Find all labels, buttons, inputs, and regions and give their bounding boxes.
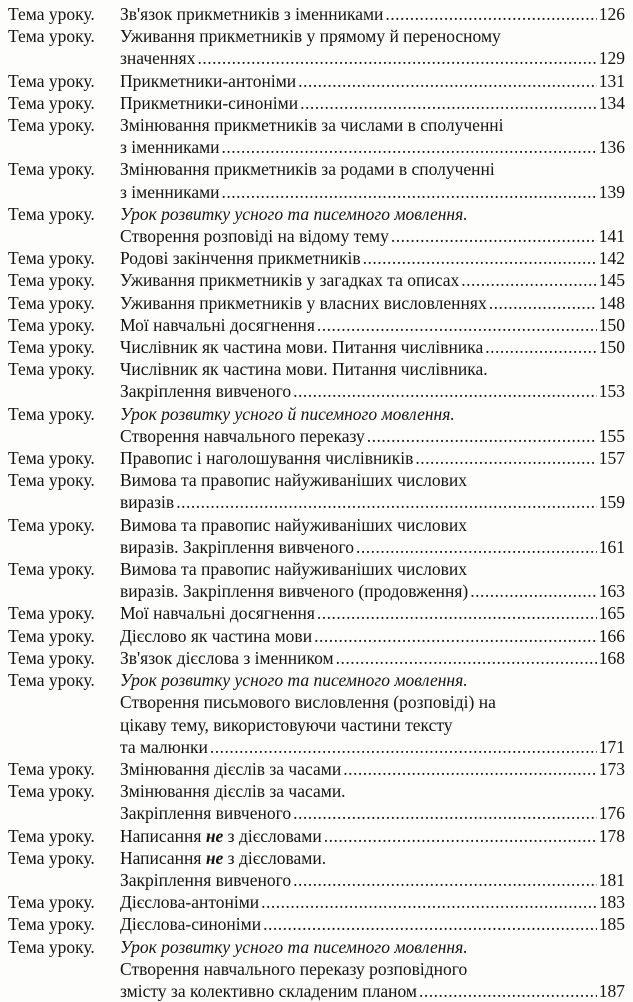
entry-title xyxy=(120,70,625,92)
entry-title-text: Закріплення вивченого xyxy=(120,803,292,824)
entry-title-line xyxy=(120,625,625,647)
page-number: 157 xyxy=(598,448,625,469)
entry-title xyxy=(120,913,625,935)
entry-title-text: Написання не з дієсловами. xyxy=(120,847,327,868)
dot-leader xyxy=(415,447,596,469)
toc-entry xyxy=(8,758,625,780)
page-number: 161 xyxy=(598,536,625,557)
entry-title-line xyxy=(120,514,625,536)
entry-title-text: виразів. Закріплення вивченого xyxy=(120,536,355,557)
page-number: 173 xyxy=(598,758,625,779)
entry-title-line xyxy=(120,558,625,580)
entry-title-text: Створення навчального переказу xyxy=(120,425,365,446)
entry-title-line xyxy=(120,269,625,291)
entry-title xyxy=(120,25,625,69)
entry-title-line xyxy=(120,203,625,225)
toc-entry xyxy=(8,358,625,402)
entry-title-text: Зв'язок прикметників з іменниками xyxy=(120,4,384,24)
entry-title xyxy=(120,203,625,247)
entry-label: Тема уроку. xyxy=(8,4,95,24)
entry-title-line xyxy=(120,358,625,380)
dot-leader xyxy=(385,3,596,25)
toc-entry xyxy=(8,92,625,114)
entry-label: Тема уроку. xyxy=(8,625,95,646)
entry-title-line xyxy=(120,336,625,358)
entry-title-line xyxy=(120,92,625,114)
entry-title-text: Вимова та правопис найуживаніших числових xyxy=(120,559,467,580)
entry-title-text: Правопис і наголошування числівників xyxy=(120,448,414,469)
entry-title-text: Уживання прикметників у загадках та описах xyxy=(120,270,460,291)
toc-entry xyxy=(8,891,625,913)
toc-entry xyxy=(8,269,625,291)
page-number: 178 xyxy=(598,825,625,846)
entry-title-line xyxy=(120,70,625,92)
dot-leader xyxy=(263,913,597,935)
dot-leader xyxy=(363,247,597,269)
page-number: 129 xyxy=(598,48,625,69)
entry-label: Тема уроку. xyxy=(8,159,95,180)
entry-title xyxy=(120,247,625,269)
entry-title-line xyxy=(120,136,625,158)
dot-leader xyxy=(222,136,597,158)
page-number: 142 xyxy=(598,248,625,269)
entry-title-text: Урок розвитку усного та писемного мовлення. xyxy=(120,936,468,957)
entry-title-line xyxy=(120,491,625,513)
entry-label: Тема уроку. xyxy=(8,270,95,291)
entry-title-line xyxy=(120,891,625,913)
entry-title-text: змісту за колективно складеним планом xyxy=(120,980,417,1001)
toc-entry xyxy=(8,825,625,847)
entry-label: Тема уроку. xyxy=(8,670,95,691)
entry-title-line xyxy=(120,691,625,713)
entry-title-line xyxy=(120,380,625,402)
entry-title-line xyxy=(120,869,625,891)
entry-title-text: Уживання прикметників у власних висловленнях xyxy=(120,292,487,313)
entry-label: Тема уроку. xyxy=(8,403,95,424)
page-number: 187 xyxy=(598,980,625,1001)
entry-title-line xyxy=(120,669,625,691)
toc-entry xyxy=(8,469,625,513)
entry-label: Тема уроку. xyxy=(8,781,95,802)
dot-leader xyxy=(210,736,597,758)
entry-title xyxy=(120,780,625,824)
entry-label: Тема уроку. xyxy=(8,936,95,957)
entry-title-text: та малюнки xyxy=(120,736,208,757)
dot-leader xyxy=(485,336,596,358)
entry-label: Тема уроку. xyxy=(8,337,95,358)
entry-title-text: Створення навчального переказу розповідного xyxy=(120,958,468,979)
page-number: 141 xyxy=(598,226,625,247)
dot-leader xyxy=(470,580,597,602)
entry-label: Тема уроку. xyxy=(8,115,95,136)
entry-title-text: Числівник як частина мови. Питання числівника. xyxy=(120,359,488,380)
toc-entry xyxy=(8,913,625,935)
page-number: 163 xyxy=(598,581,625,602)
entry-title xyxy=(120,314,625,336)
entry-label: Тема уроку. xyxy=(8,470,95,491)
entry-label: Тема уроку. xyxy=(8,26,95,47)
page-number: 126 xyxy=(598,4,625,24)
entry-title-line xyxy=(120,847,625,869)
entry-title xyxy=(120,3,625,25)
entry-label: Тема уроку. xyxy=(8,847,95,868)
toc-entry xyxy=(8,447,625,469)
toc-entry xyxy=(8,602,625,624)
entry-title-text: Дієслова-антоніми xyxy=(120,892,260,913)
entry-title-line xyxy=(120,714,625,736)
entry-title-text: Змінювання прикметників за числами в сполученні xyxy=(120,115,504,136)
entry-title-line xyxy=(120,425,625,447)
entry-title-text: Закріплення вивченого xyxy=(120,869,292,890)
page-number: 181 xyxy=(598,869,625,890)
entry-title-text: Числівник як частина мови. Питання числівника xyxy=(120,337,484,358)
entry-title-line xyxy=(120,936,625,958)
entry-label: Тема уроку. xyxy=(8,314,95,335)
dot-leader xyxy=(298,70,597,92)
entry-title-line xyxy=(120,958,625,980)
entry-title-text: Урок розвитку усного й писемного мовлення. xyxy=(120,403,455,424)
entry-title-line xyxy=(120,758,625,780)
dot-leader xyxy=(317,602,597,624)
toc-entry xyxy=(8,558,625,602)
entry-title-line xyxy=(120,25,625,47)
entry-title-line xyxy=(120,158,625,180)
entry-title xyxy=(120,647,625,669)
entry-title-text: Вимова та правопис найуживаніших числових xyxy=(120,514,467,535)
page-number: 171 xyxy=(598,736,625,757)
toc-entry xyxy=(8,314,625,336)
entry-title-line xyxy=(120,602,625,624)
entry-title-text: Закріплення вивченого xyxy=(120,381,292,402)
dot-leader xyxy=(222,181,597,203)
page-number: 159 xyxy=(598,492,625,513)
page-number: 155 xyxy=(598,425,625,446)
toc-entry xyxy=(8,158,625,202)
entry-title xyxy=(120,625,625,647)
entry-label: Тема уроку. xyxy=(8,914,95,935)
dot-leader xyxy=(489,292,597,314)
entry-title-text: з іменниками xyxy=(120,137,220,158)
dot-leader xyxy=(197,47,596,69)
entry-title-line xyxy=(120,469,625,491)
entry-title-text: Мої навчальні досягнення xyxy=(120,603,315,624)
dot-leader xyxy=(293,380,597,402)
entry-title xyxy=(120,158,625,202)
toc-entry xyxy=(8,25,625,69)
entry-label: Тема уроку. xyxy=(8,559,95,580)
entry-title xyxy=(120,403,625,447)
entry-title xyxy=(120,825,625,847)
entry-title-text: Дієслово як частина мови xyxy=(120,625,313,646)
dot-leader xyxy=(356,536,597,558)
entry-title-text: Зв'язок дієслова з іменником xyxy=(120,647,334,668)
toc-entry xyxy=(8,203,625,247)
toc-entry xyxy=(8,625,625,647)
entry-title xyxy=(120,358,625,402)
entry-title-text: Створення письмового висловлення (розповіді) на xyxy=(120,692,496,713)
entry-title-text: Родові закінчення прикметників xyxy=(120,248,361,269)
entry-title-line xyxy=(120,913,625,935)
entry-title-line xyxy=(120,580,625,602)
entry-title xyxy=(120,558,625,602)
entry-title-text: Дієслова-синоніми xyxy=(120,914,262,935)
toc-entry xyxy=(8,669,625,758)
toc-entry xyxy=(8,403,625,447)
entry-title xyxy=(120,602,625,624)
entry-title-text: Прикметники-синоніми xyxy=(120,92,299,113)
dot-leader xyxy=(300,92,597,114)
dot-leader xyxy=(314,625,597,647)
entry-title xyxy=(120,669,625,758)
entry-title xyxy=(120,847,625,891)
page-number: 150 xyxy=(598,314,625,335)
entry-title xyxy=(120,936,625,1002)
dot-leader xyxy=(324,825,597,847)
entry-title-text: Змінювання дієслів за часами xyxy=(120,758,342,779)
entry-title-line xyxy=(120,292,625,314)
dot-leader xyxy=(317,314,597,336)
entry-title-line xyxy=(120,247,625,269)
dot-leader xyxy=(261,891,597,913)
entry-title-line xyxy=(120,314,625,336)
entry-title-text: Мої навчальні досягнення xyxy=(120,314,315,335)
dot-leader xyxy=(391,225,597,247)
page-number: 168 xyxy=(598,647,625,668)
entry-title-line xyxy=(120,536,625,558)
toc-entry xyxy=(8,647,625,669)
entry-title-text: Урок розвитку усного та писемного мовлення. xyxy=(120,670,468,691)
page-number: 166 xyxy=(598,625,625,646)
dot-leader xyxy=(293,802,597,824)
page-number: 165 xyxy=(598,603,625,624)
page-number: 136 xyxy=(598,137,625,158)
entry-title-line xyxy=(120,3,625,25)
page-number: 185 xyxy=(598,914,625,935)
entry-title-text: Уживання прикметників у прямому й переносному xyxy=(120,26,501,47)
entry-title-line xyxy=(120,802,625,824)
entry-label: Тема уроку. xyxy=(8,647,95,668)
entry-title-line xyxy=(120,780,625,802)
entry-title-line xyxy=(120,47,625,69)
entry-title xyxy=(120,292,625,314)
entry-label: Тема уроку. xyxy=(8,514,95,535)
dot-leader xyxy=(293,869,597,891)
entry-label: Тема уроку. xyxy=(8,203,95,224)
entry-title-line xyxy=(120,647,625,669)
entry-title-text: значеннях xyxy=(120,48,196,69)
entry-title-line xyxy=(120,181,625,203)
page-number: 148 xyxy=(598,292,625,313)
toc-entry xyxy=(8,847,625,891)
dot-leader xyxy=(461,269,597,291)
dot-leader xyxy=(367,425,597,447)
entry-title-line xyxy=(120,403,625,425)
entry-title-text: Прикметники-антоніми xyxy=(120,70,297,91)
entry-label: Тема уроку. xyxy=(8,892,95,913)
entry-label: Тема уроку. xyxy=(8,359,95,380)
page-number: 150 xyxy=(598,337,625,358)
entry-title-text: Створення розповіді на відому тему xyxy=(120,226,389,247)
entry-title-text: цікаву тему, використовуючи частини тексту xyxy=(120,714,453,735)
entry-title-text: Змінювання дієслів за часами. xyxy=(120,781,346,802)
page-number: 183 xyxy=(598,892,625,913)
entry-title-line xyxy=(120,825,625,847)
entry-title-text: Написання не з дієсловами xyxy=(120,825,322,846)
entry-label: Тема уроку. xyxy=(8,292,95,313)
toc-entry xyxy=(8,780,625,824)
entry-title-text: виразів. Закріплення вивченого (продовження) xyxy=(120,581,469,602)
entry-title-line xyxy=(120,225,625,247)
entry-title-text: Вимова та правопис найуживаніших числових xyxy=(120,470,467,491)
entry-title xyxy=(120,469,625,513)
toc-entry xyxy=(8,514,625,558)
toc-entry xyxy=(8,70,625,92)
toc-entry xyxy=(8,247,625,269)
entry-title-text: Урок розвитку усного та писемного мовлення. xyxy=(120,203,468,224)
entry-label: Тема уроку. xyxy=(8,92,95,113)
dot-leader xyxy=(419,980,597,1002)
entry-title xyxy=(120,269,625,291)
entry-label: Тема уроку. xyxy=(8,825,95,846)
entry-title-text: виразів xyxy=(120,492,175,513)
entry-title-line xyxy=(120,447,625,469)
entry-title xyxy=(120,891,625,913)
page-number: 145 xyxy=(598,270,625,291)
entry-title xyxy=(120,514,625,558)
entry-title-text: Змінювання прикметників за родами в сполученні xyxy=(120,159,495,180)
entry-title xyxy=(120,92,625,114)
toc-entry xyxy=(8,336,625,358)
toc-entry xyxy=(8,292,625,314)
page-number: 176 xyxy=(598,803,625,824)
entry-title xyxy=(120,758,625,780)
entry-label: Тема уроку. xyxy=(8,70,95,91)
page-number: 139 xyxy=(598,181,625,202)
toc-entry xyxy=(8,3,625,25)
dot-leader xyxy=(176,491,597,513)
entry-title-text: з іменниками xyxy=(120,181,220,202)
entry-title-line xyxy=(120,980,625,1002)
entry-label: Тема уроку. xyxy=(8,448,95,469)
dot-leader xyxy=(336,647,597,669)
entry-title xyxy=(120,447,625,469)
entry-label: Тема уроку. xyxy=(8,758,95,779)
page-number: 153 xyxy=(598,381,625,402)
entry-title xyxy=(120,114,625,158)
page-number: 134 xyxy=(598,92,625,113)
entry-label: Тема уроку. xyxy=(8,603,95,624)
dot-leader xyxy=(343,758,597,780)
entry-title-line xyxy=(120,736,625,758)
entry-title-line xyxy=(120,114,625,136)
entry-title xyxy=(120,336,625,358)
page-number: 131 xyxy=(598,70,625,91)
toc-entry xyxy=(8,114,625,158)
entry-label: Тема уроку. xyxy=(8,248,95,269)
toc-entry xyxy=(8,936,625,1002)
